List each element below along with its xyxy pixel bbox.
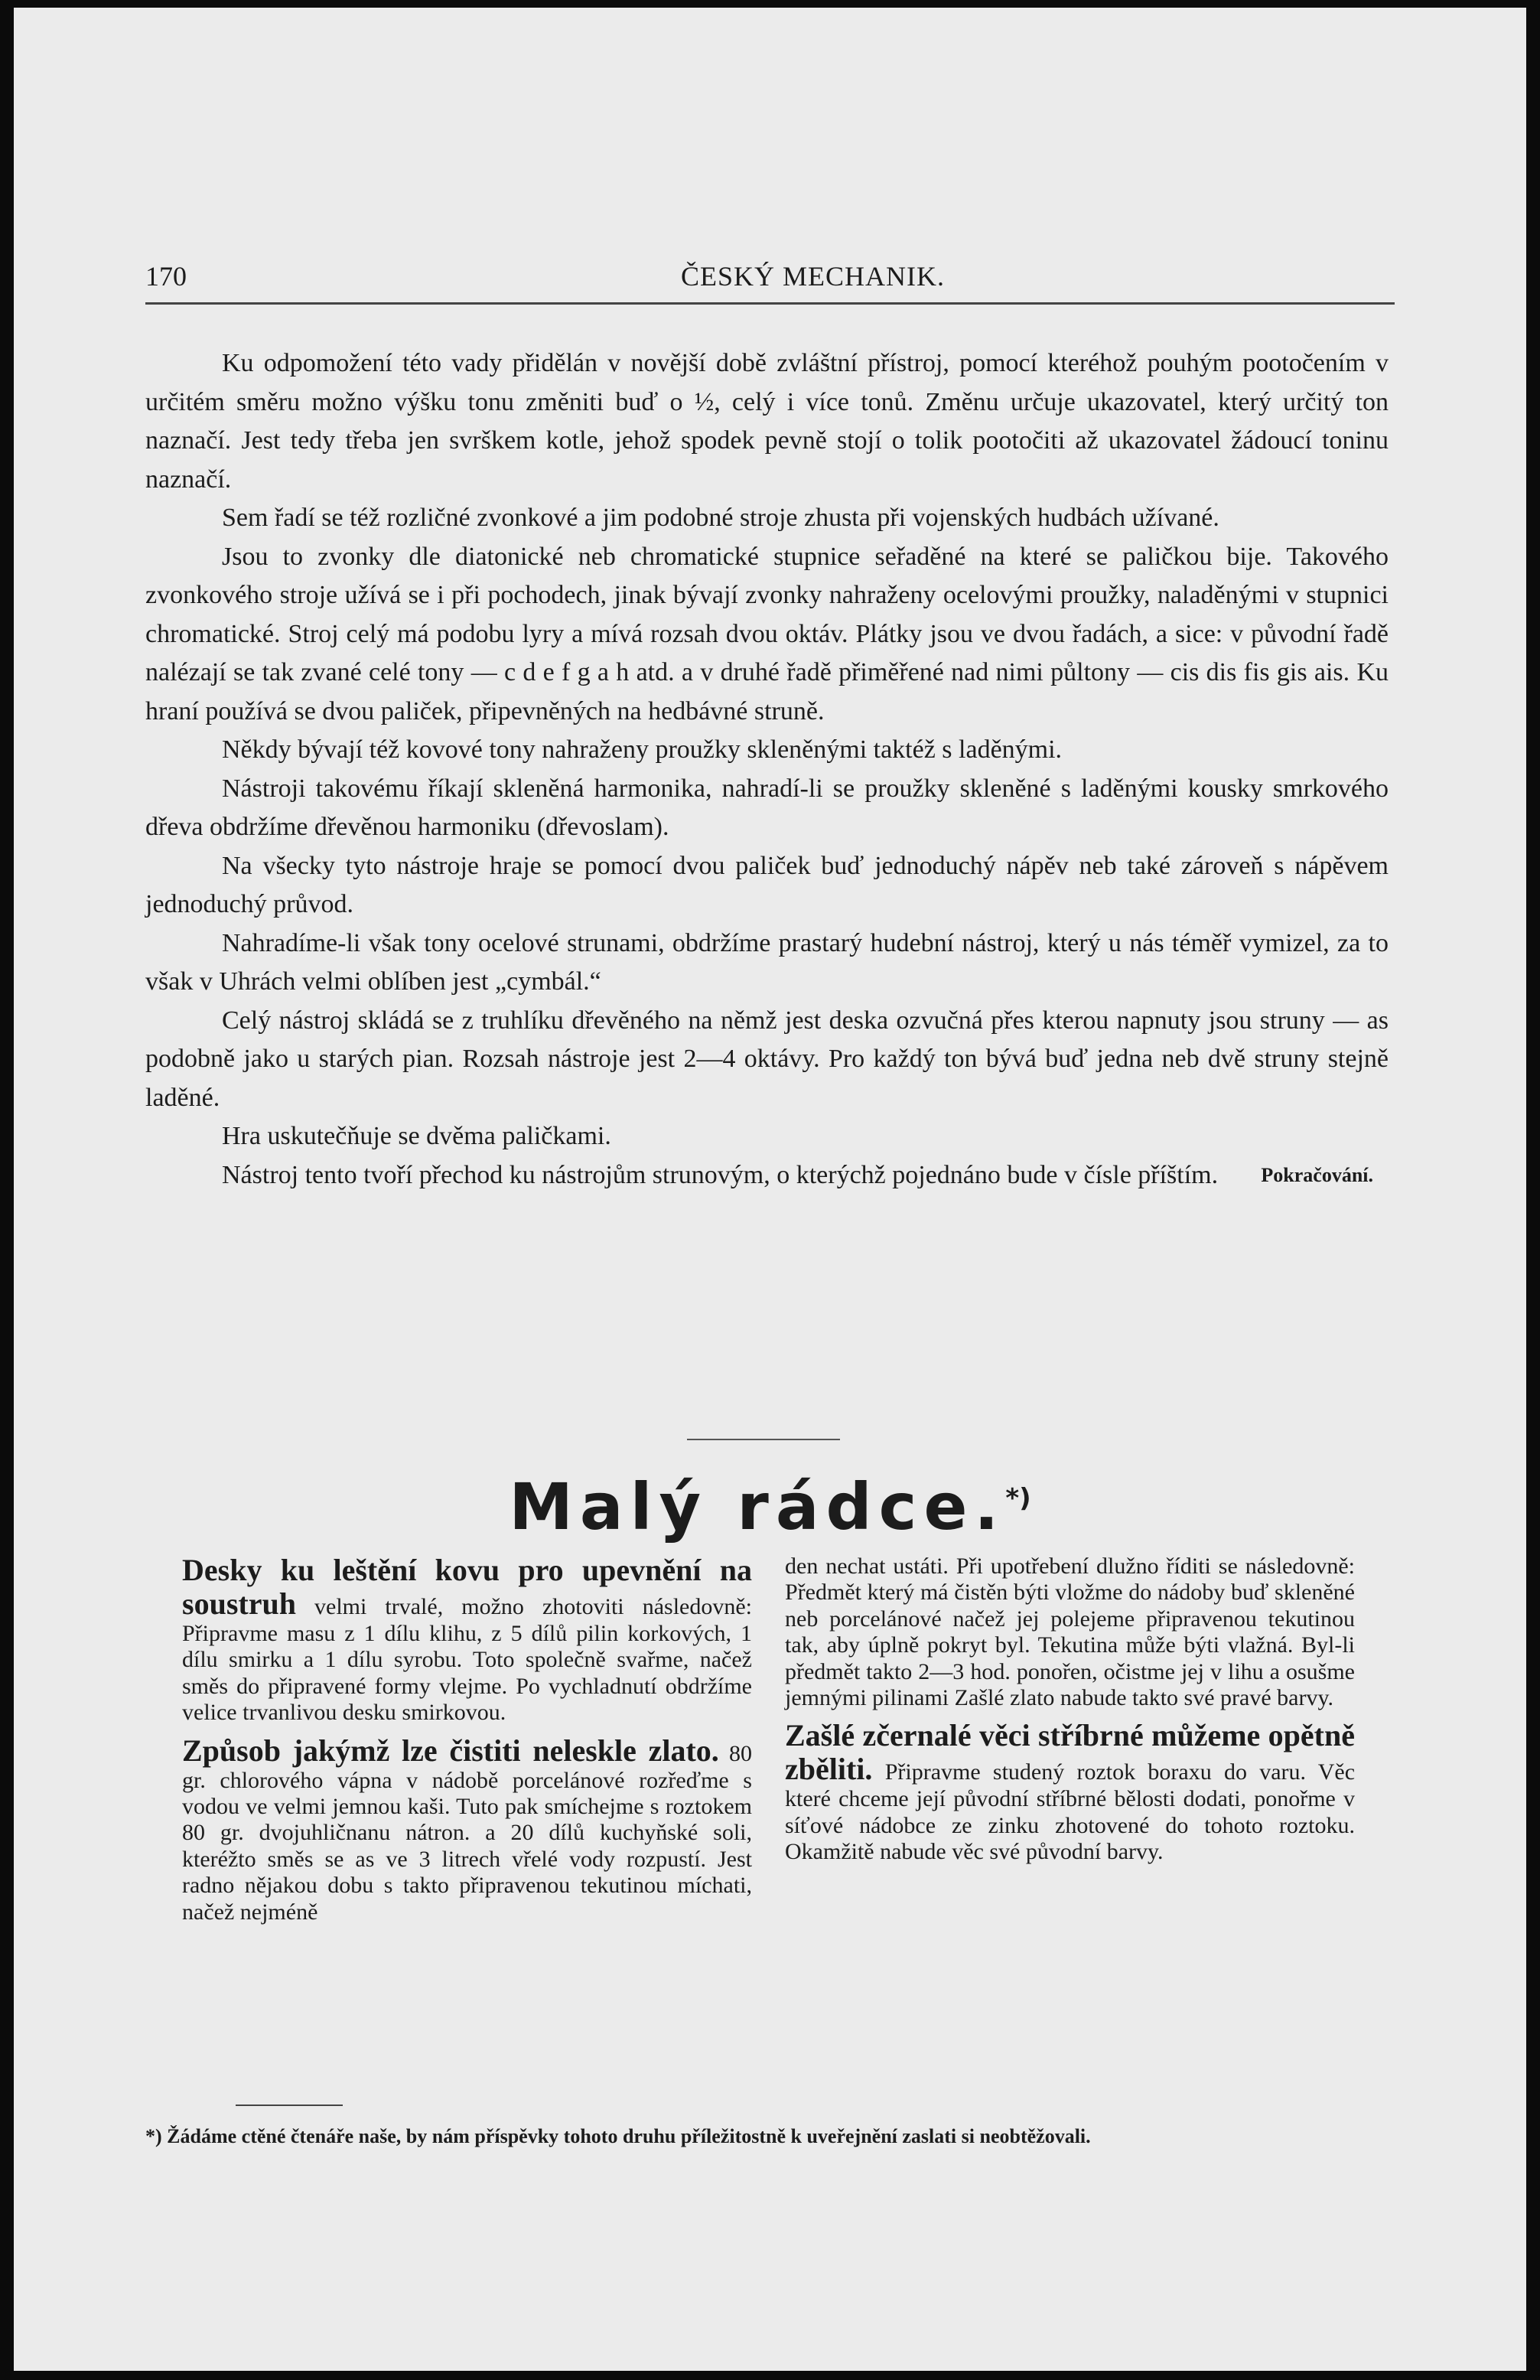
footnote: *) Žádáme ctěné čtenáře naše, by nám příspěvky tohoto druhu příležitostně k uveřejnění zaslati si neobtěžovali. <box>145 2125 1091 2147</box>
paragraph: Sem řadí se též rozličné zvonkové a jim podobné stroje zhusta při vojenských hudbách užívané. <box>222 504 1219 532</box>
tip-item <box>182 1554 752 1726</box>
paragraph: Jsou to zvonky dle diatonické neb chromatické stupnice seřaděné na které se paličkou bije. Takového zvonkového stroje užívá se i při pochodech, jinak bývají zvonky nahraženy ocelovými proužky, naladěnými v stupnici chromatické. Stroj celý má podobu lyry a mívá rozsah dvou oktáv. Plátky jsou ve dvou řadách, a sice: v původní řadě nalézají se tak zvané celé tony — c d e f g a h atd. a v druhé řadě přiměřené nad nimi půltony — cis dis fis gis ais. Ku hraní používá se dvou paliček, připevněných na hedbávné struně. <box>145 542 1389 725</box>
tip-title: Desky ku leštění kovu pro upevnění na soustruh <box>182 1553 752 1621</box>
section-title <box>14 1469 1526 1544</box>
paragraph: Nahradíme-li však tony ocelové strunami, obdržíme prastarý hudební nástroj, který u nás téměř vymizel, za to však v Uhrách velmi oblíben jest „cymbál.“ <box>145 928 1389 996</box>
paragraph: Hra uskutečňuje se dvěma paličkami. <box>222 1122 611 1150</box>
paragraph: Nástroj tento tvoří přechod ku nástrojům strunovým, o kterýchž pojednáno bude v čísle příštím. <box>222 1160 1219 1189</box>
tip-item <box>785 1719 1355 1865</box>
page-number: 170 <box>145 261 187 292</box>
paragraph: Ku odpomožení této vady přidělán v novější době zvláštní přístroj, pomocí kteréhož pouhým pootočením v určitém směru možno výšku tonu změniti buď o ½, celý i více tonů. Změnu určuje ukazovatel, který určitý ton naznačí. Jest tedy třeba jen svrškem kotle, jehož spodek pevně stojí o tolik pootočiti až ukazovatel žádoucí toninu naznačí. <box>145 349 1389 494</box>
tip-item <box>182 1734 752 1925</box>
paragraph: Někdy bývají též kovové tony nahraženy proužky skleněnými taktéž s laděnými. <box>222 735 1063 764</box>
paragraph: Nástroji takovému říkají skleněná harmonika, nahradí-li se proužky skleněné s laděnými kousky smrkového dřeva obdržíme dřevěnou harmoniku (dřevoslam). <box>145 774 1389 841</box>
left-column <box>182 1554 752 1925</box>
tip-title: Zašlé zčernalé věci stříbrné můžeme opětně zběliti. <box>785 1718 1355 1787</box>
footnote-mark: *) <box>1005 1483 1031 1514</box>
tip-title: Způsob jakýmž lze čistiti neleskle zlato. <box>182 1733 719 1768</box>
paragraph: Celý nástroj skládá se z truhlíku dřevěného na němž jest deska ozvučná přes kterou napnuty jsou struny — as podobně jako u starých pian. Rozsah nástroje jest 2—4 oktávy. Pro každý ton bývá buď jedna neb dvě struny stejně laděné. <box>145 1006 1389 1112</box>
tip-text: den nechat ustáti. Při upotřebení dlužno říditi se následovně: Předmět který má čistěn býti vložme do nádoby buď skleněné neb porcelánové načež jej polejeme připravenou tekutinou tak, aby úplně pokryt byl. Tekutina může býti vlažná. Byl-li předmět takto 2—3 hod. ponořen, očistme jej v lihu a osušme jemnými pilinami Zašlé zlato nabude takto své pravé barvy. <box>785 1554 1355 1711</box>
continuation-note: Pokračování. <box>1261 1164 1373 1186</box>
book-page <box>14 8 1526 2371</box>
footnote-rule <box>236 2105 343 2106</box>
article-body <box>145 344 1389 1195</box>
tip-text: Připravme studený roztok boraxu do varu. Věc které chceme její původní stříbrné bělosti dodati, ponořme v síťové nádobce ze zinku zhotovené do tohoto roztoku. Okamžitě nabude věc své původní barvy. <box>785 1759 1356 1865</box>
section-title-text: Malý rádce. <box>509 1469 1006 1544</box>
tip-item <box>785 1554 1355 1711</box>
section-divider <box>687 1439 840 1440</box>
tip-text: 80 gr. chlorového vápna v nádobě porcelánové rozřeďme s vodou ve velmi jemnou kaši. Tuto pak smíchejme s roztokem 80 gr. dvojuhličnanu nátron. a 20 dílů kuchyňské soli, kteréžto směs se as ve 3 litrech vřelé vody rozpustí. Jest radno nějakou dobu s takto připravenou tekutinou míchati, načež nejméně <box>182 1740 752 1925</box>
right-column <box>785 1554 1355 1866</box>
page-header <box>145 260 1395 298</box>
header-rule <box>145 302 1395 305</box>
running-title: ČESKÝ MECHANIK. <box>681 261 946 292</box>
paragraph: Na všecky tyto nástroje hraje se pomocí dvou paliček buď jednoduchý nápěv neb také zároveň s nápěvem jednoduchý průvod. <box>145 851 1389 918</box>
tip-text: velmi trvalé, možno zhotoviti následovně: Připravme masu z 1 dílu klihu, z 5 dílů pilin korkových, 1 dílu smirku a 1 dílu syrobu. Toto společně svařme, načež směs do připravené formy vlejme. Po vychladnutí obdržíme velice trvanlivou desku smirkovou. <box>182 1594 753 1726</box>
